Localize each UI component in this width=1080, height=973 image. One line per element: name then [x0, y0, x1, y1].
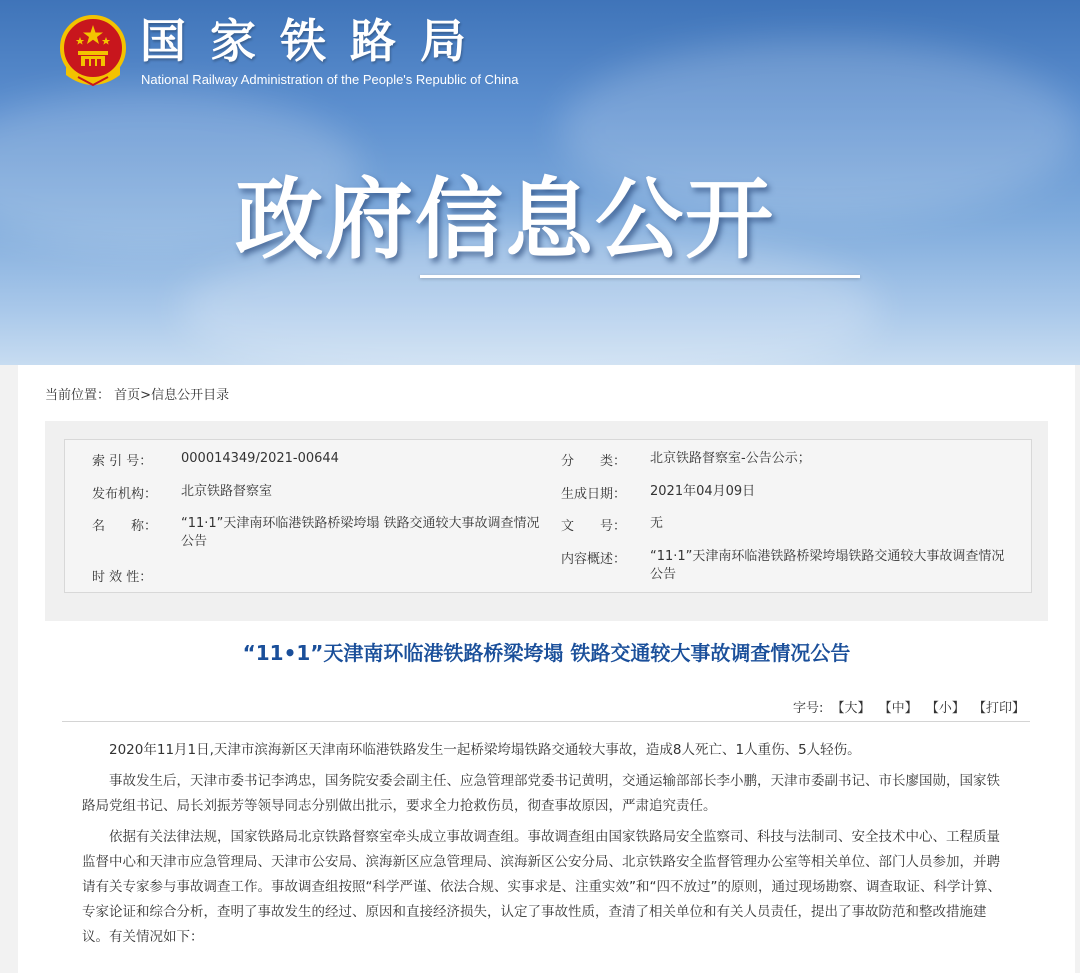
title-divider	[62, 721, 1030, 722]
font-small-button[interactable]: 【小】	[925, 701, 965, 716]
article-title: “11•1”天津南环临港铁路桥梁垮塌 铁路交通较大事故调查情况公告	[242, 641, 851, 665]
paragraph: 2020年11月1日,天津市滨海新区天津南环临港铁路发生一起桥梁垮塌铁路交通较大事故，造成8人死亡、1人重伤、5人轻伤。	[109, 742, 861, 758]
breadcrumb-current-link[interactable]: 信息公开目录	[151, 388, 230, 403]
breadcrumb-prefix: 当前位置：	[45, 388, 111, 403]
breadcrumb-separator: >	[140, 388, 152, 403]
article-body	[82, 738, 1012, 956]
summary-label: 内容概述：	[561, 552, 627, 567]
paragraph: 事故发生后，天津市委书记李鸿忠，国务院安委会副主任、应急管理部党委书记黄明，交通运输部部长李小鹏，天津市委副书记、市长廖国勋，国家铁路局党组书记、局长刘振芳等领导同志分别做出批示，要求全力抢救伤员，彻查事故原因，严肃追究责任。	[82, 773, 1000, 814]
docno-value: 无	[650, 516, 664, 531]
org-name[interactable]: 国家铁路局	[140, 14, 490, 68]
index-label: 索 引 号：	[92, 454, 153, 469]
publisher-label: 发布机构：	[92, 487, 158, 502]
font-size-tools	[793, 697, 1025, 716]
category-label: 分 类：	[561, 454, 627, 469]
org-name-en: National Railway Administration of the People's Republic of China	[141, 72, 519, 87]
docno-label: 文 号：	[561, 519, 627, 534]
name-label: 名 称：	[92, 519, 158, 534]
national-emblem-icon[interactable]	[58, 15, 128, 87]
breadcrumb-home-link[interactable]: 首页	[114, 388, 141, 403]
title-underline	[420, 275, 860, 278]
summary-value: “11·1”天津南环临港铁路桥梁垮塌铁路交通较大事故调查情况公告	[650, 549, 1005, 582]
name-value: “11·1”天津南环临港铁路桥梁垮塌 铁路交通较大事故调查情况公告	[181, 516, 540, 549]
date-label: 生成日期：	[561, 487, 627, 502]
font-size-label: 字号:	[792, 701, 824, 716]
date-value: 2021年04月09日	[650, 484, 756, 499]
print-button[interactable]: 【打印】	[972, 701, 1025, 716]
category-value: 北京铁路督察室-公告公示；	[650, 451, 811, 466]
header-banner	[0, 0, 1080, 365]
document-meta-table	[64, 439, 1032, 593]
font-medium-button[interactable]: 【中】	[878, 701, 918, 716]
index-value: 000014349/2021-00644	[181, 451, 339, 466]
paragraph: 依据有关法律法规，国家铁路局北京铁路督察室牵头成立事故调查组。事故调查组由国家铁路局安全监察司、科技与法制司、安全技术中心、工程质量监督中心和天津市应急管理局、天津市公安局、滨海新区应急管理局、滨海新区公安分局、北京铁路安全监督管理办公室等相关单位、部门人员参加，并聘请有关专家参与事故调查工作。事故调查组按照“科学严谨、依法合规、实事求是、注重实效”和“四不放过”的原则，通过现场勘察、调查取证、科学计算、专家论证和综合分析，查明了事故发生的经过、原因和直接经济损失，认定了事故性质，查清了相关单位和有关人员责任，提出了事故防范和整改措施建议。有关情况如下：	[82, 829, 1001, 945]
section-title: 政府信息公开	[234, 168, 775, 271]
validity-label: 时 效 性：	[92, 570, 153, 585]
breadcrumb	[45, 384, 229, 403]
font-large-button[interactable]: 【大】	[831, 701, 871, 716]
publisher-value: 北京铁路督察室	[181, 484, 273, 499]
